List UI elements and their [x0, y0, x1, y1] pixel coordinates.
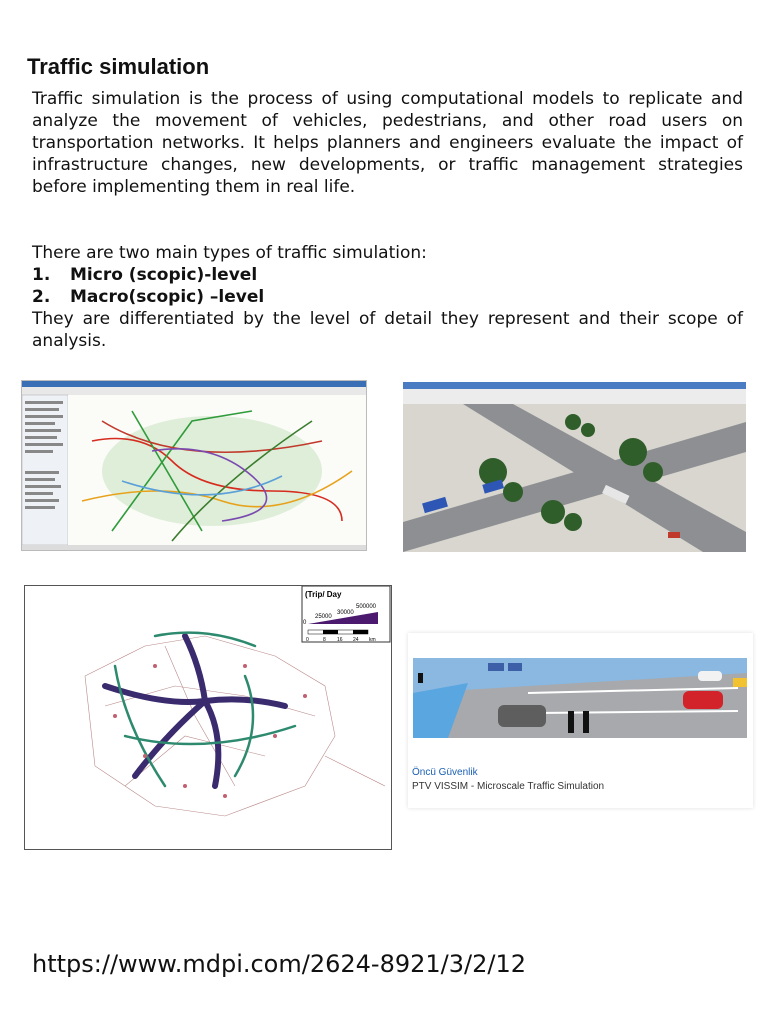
micro-level-label: Micro (scopic)-level: [70, 265, 258, 285]
macro-level-label: Macro(scopic) –level: [70, 287, 265, 307]
source-url: https://www.mdpi.com/2624-8921/3/2/12: [32, 950, 526, 978]
network-software-screenshot: [21, 380, 367, 551]
list-item: 1. Micro (scopic)-level: [32, 265, 258, 285]
page-title: Traffic simulation: [27, 54, 210, 79]
vissim-screenshot: [408, 633, 753, 808]
svg-text:km: km: [369, 637, 376, 643]
macro-trip-map: [24, 585, 392, 850]
svg-text:0: 0: [303, 620, 307, 626]
image-caption: PTV VISSIM - Microscale Traffic Simulation: [412, 781, 605, 792]
svg-text:16: 16: [337, 637, 343, 643]
svg-text:8: 8: [323, 637, 326, 643]
types-list: [32, 264, 264, 308]
list-item: 2. Macro(scopic) –level: [32, 287, 265, 307]
svg-text:24: 24: [353, 637, 359, 643]
map-legend-title: (Trip/ Day: [305, 590, 342, 599]
image-source-label: Öncü Güvenlik: [412, 767, 478, 778]
difference-paragraph: They are differentiated by the level of detail they represent and their scope of analysis.: [32, 309, 743, 351]
svg-text:500000: 500000: [356, 604, 377, 610]
svg-text:30000: 30000: [337, 610, 354, 616]
intro-paragraph: Traffic simulation is the process of using computational models to replicate and analyze the movement of vehicles, pedestrians, and other road users on transportation networks. It helps planners and engineers evaluate the impact of infrastructure changes, new developments, or traffic management strategies before implementing them in real life.: [32, 89, 743, 197]
svg-text:25000: 25000: [315, 614, 332, 620]
types-intro: There are two main types of traffic simulation:: [32, 243, 427, 263]
svg-text:0: 0: [306, 637, 309, 643]
intersection-3d-screenshot: [403, 382, 746, 552]
